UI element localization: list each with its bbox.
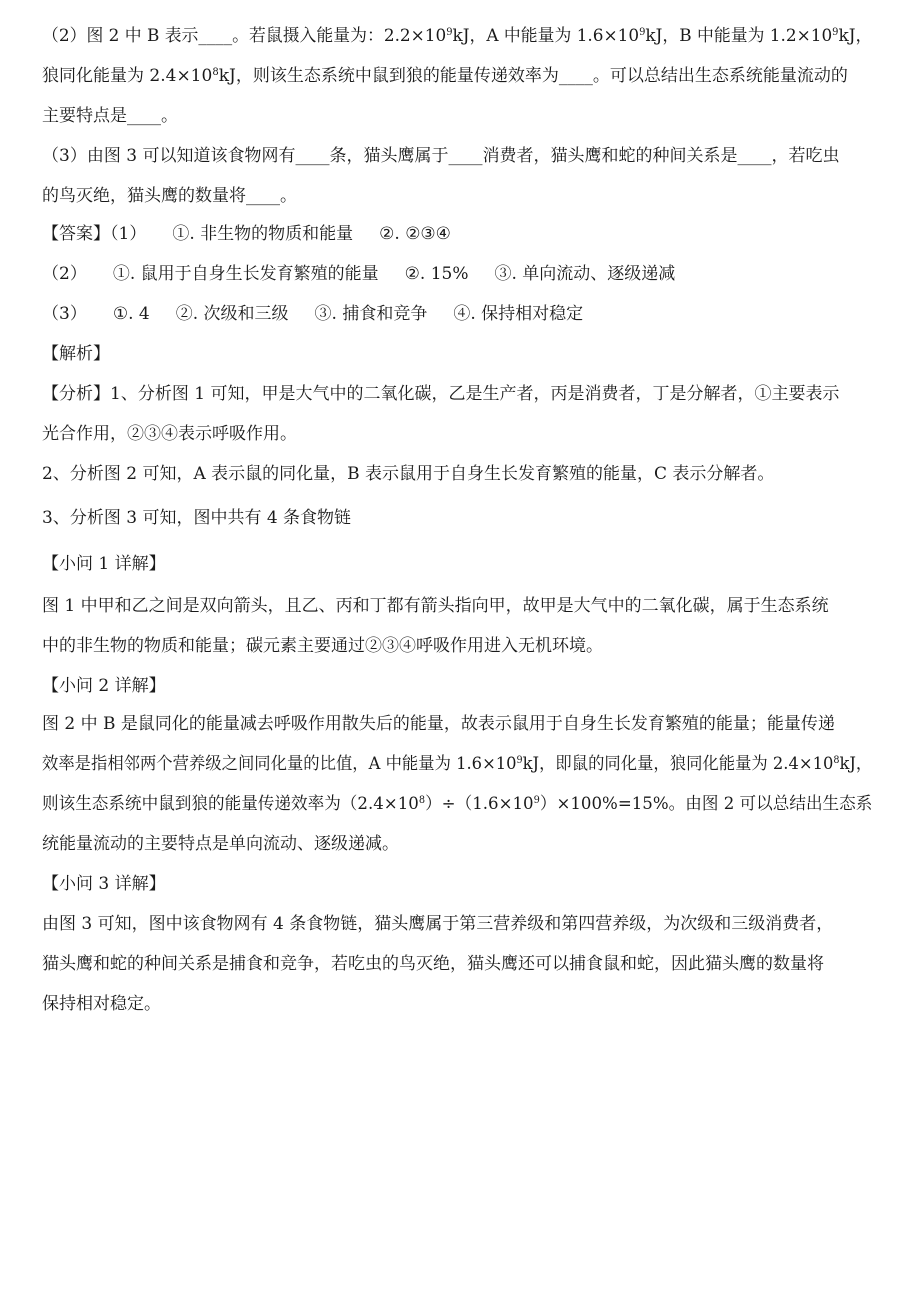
answer-item: ①. 鼠用于自身生长发育繁殖的能量 [112, 264, 379, 284]
explanation-text: ）×100%=15%。由图 2 可以总结出生态系 [539, 794, 873, 814]
q2-text: 狼同化能量为 2.4×10 [42, 66, 213, 86]
subquestion-2-line-4: 统能量流动的主要特点是单向流动、逐级递减。 [42, 834, 399, 854]
question-2-line-1 [42, 24, 873, 48]
subquestion-2-title: 【小问 2 详解】 [42, 676, 166, 696]
exponent: 9 [832, 27, 839, 38]
analysis-fenxi-line-1: 【分析】1、分析图 1 可知，甲是大气中的二氧化碳，乙是生产者，丙是消费者，丁是分解者，①主要表示 [42, 384, 840, 404]
question-2-line-3: 主要特点是____。 [42, 106, 178, 126]
subquestion-1-line-1: 图 1 中甲和乙之间是双向箭头，且乙、丙和丁都有箭头指向甲，故甲是大气中的二氧化碳，属于生态系统 [42, 596, 829, 616]
answer-label: 【答案】（1） [42, 224, 147, 244]
explanation-text: 则该生态系统中鼠到狼的能量传递效率为（2.4×10 [42, 794, 419, 814]
subquestion-2-line-1: 图 2 中 B 是鼠同化的能量减去呼吸作用散失后的能量，故表示鼠用于自身生长发育繁殖的能量；能量传递 [42, 714, 835, 734]
explanation-text: 效率是指相邻两个营养级之间同化量的比值，A 中能量为 1.6×10 [42, 754, 517, 774]
explanation-text: ）÷（1.6×10 [425, 794, 534, 814]
analysis-fenxi-line-3: 2、分析图 2 可知，A 表示鼠的同化量，B 表示鼠用于自身生长发育繁殖的能量，C 表示分解者。 [42, 464, 775, 484]
answer-item: ②. 15% [404, 264, 469, 284]
q2-text: （2）图 2 中 B 表示____。若鼠摄入能量为：2.2×10 [42, 26, 447, 46]
subquestion-1-line-2: 中的非生物的物质和能量；碳元素主要通过②③④呼吸作用进入无机环境。 [42, 636, 603, 656]
exponent: 9 [533, 795, 540, 806]
q2-text: kJ，A 中能量为 1.6×10 [452, 26, 640, 46]
q2-text: kJ， [838, 26, 873, 46]
answer-item: ②. ②③④ [379, 224, 451, 244]
answer-line-3 [42, 302, 872, 326]
exponent: 9 [639, 27, 646, 38]
exponent: 8 [833, 755, 840, 766]
answer-item: ②. 次级和三级 [175, 304, 289, 324]
answer-item: ③. 捕食和竞争 [314, 304, 428, 324]
analysis-fenxi-line-2: 光合作用，②③④表示呼吸作用。 [42, 424, 297, 444]
q2-text: kJ，则该生态系统中鼠到狼的能量传递效率为____。可以总结出生态系统能量流动的 [218, 66, 848, 86]
subquestion-3-line-1: 由图 3 可知，图中该食物网有 4 条食物链，猫头鹰属于第三营养级和第四营养级，为次级和三级消费者， [42, 914, 834, 934]
exponent: 8 [212, 67, 219, 78]
subquestion-2-line-3 [42, 792, 873, 816]
analysis-fenxi-line-4: 3、分析图 3 可知，图中共有 4 条食物链 [42, 508, 352, 528]
answer-line-1 [42, 222, 872, 246]
subquestion-1-title: 【小问 1 详解】 [42, 554, 166, 574]
q2-text: kJ，B 中能量为 1.2×10 [645, 26, 833, 46]
subquestion-3-line-2: 猫头鹰和蛇的种间关系是捕食和竞争，若吃虫的鸟灭绝，猫头鹰还可以捕食鼠和蛇，因此猫头鹰的数量将 [42, 954, 824, 974]
answer-line-2 [42, 262, 872, 286]
answer-item: ③. 单向流动、逐级递减 [494, 264, 676, 284]
explanation-text: kJ，即鼠的同化量，狼同化能量为 2.4×10 [522, 754, 834, 774]
question-3-line-1: （3）由图 3 可以知道该食物网有____条，猫头鹰属于____消费者，猫头鹰和蛇的种间关系是____，若吃虫 [42, 146, 840, 166]
answer-part-label: （2） [42, 264, 87, 284]
subquestion-3-line-3: 保持相对稳定。 [42, 994, 161, 1014]
question-2-line-2 [42, 64, 872, 88]
subquestion-3-title: 【小问 3 详解】 [42, 874, 166, 894]
analysis-label: 【解析】 [42, 344, 110, 364]
exponent: 9 [516, 755, 523, 766]
answer-item: ④. 保持相对稳定 [453, 304, 584, 324]
answer-part-label: （3） [42, 304, 87, 324]
subquestion-2-line-2 [42, 752, 873, 776]
answer-item: ①. 4 [112, 304, 150, 324]
explanation-text: kJ， [839, 754, 873, 774]
exponent: 8 [418, 795, 426, 806]
question-3-line-2: 的鸟灭绝，猫头鹰的数量将____。 [42, 186, 297, 206]
answer-item: ①. 非生物的物质和能量 [172, 224, 354, 244]
exponent: 9 [446, 27, 453, 38]
